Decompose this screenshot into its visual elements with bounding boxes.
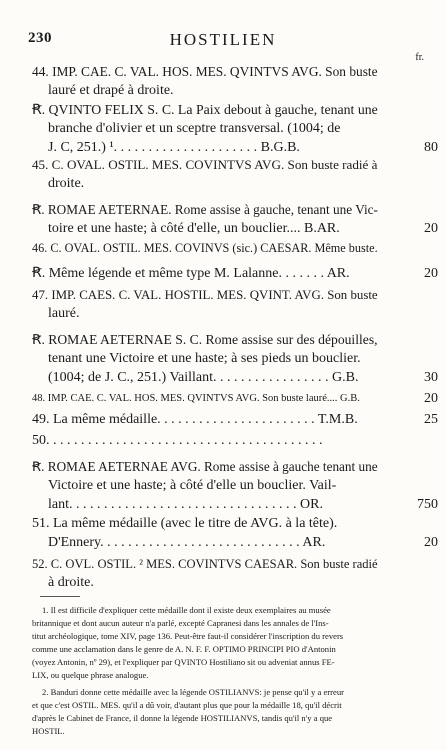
entry-line: toire et une haste; à côté d'elle, un bouclier.... B.AR. (48, 221, 340, 236)
footnote-line: 2. Banduri donne cette médaille avec la légende OSTILIANVS: je pense qu'il y a erreur (42, 687, 344, 697)
entry-line: J. C, 251.) ¹. . . . . . . . . . . . . . . . . . . . . B.G.B. (48, 140, 300, 155)
entry-line: Ꞧ. ROMAE AETERNAE AVG. Rome assise à gauche tenant une (32, 459, 378, 474)
price-value: 25 (424, 412, 438, 427)
entry-line: Ꞧ. ROMAE AETERNAE S. C. Rome assise sur des dépouilles, (32, 332, 378, 347)
entry-line: 46. C. OVAL. OSTIL. MES. COVINVS (sic.) CAESAR. Même buste. (32, 241, 378, 255)
footnote-line: LIX, ou quelque phrase analogue. (32, 670, 149, 680)
footnote-line: comme une acclamation dans le genre de A. N. F. F. OPTIMO PRINCIPI PIO d'Antonin (32, 644, 336, 654)
entry-line: branche d'olivier et un sceptre transversal. (1004; de (48, 121, 341, 136)
entry-line: 47. IMP. CAES. C. VAL. HOSTIL. MES. QVINT. AVG. Son buste (32, 288, 378, 302)
footnote-line: HOSTIL. (32, 726, 65, 736)
entry-line: (1004; de J. C., 251.) Vaillant. . . . . . . . . . . . . . . . . G.B. (48, 370, 359, 385)
entry-line: 48. IMP. CAE. C. VAL. HOS. MES. QVINTVS AVG. Son buste lauré.... G.B. (32, 393, 360, 404)
entry-line: droite. (48, 176, 85, 191)
entry-line: 45. C. OVAL. OSTIL. MES. COVINTVS AVG. Son buste radié à (32, 157, 378, 172)
footnote-line: britannique et dont aucun auteur n'a parlé, excepté Capranesi dans les annales de l'Ins- (32, 618, 329, 628)
footnote-line: d'après le Cabinet de France, il donne la légende HOSTILIANVS, tandis qu'il n'y a que (32, 713, 333, 723)
footnote-line: (voyez Antonin, nº 29), et l'expliquer par QVINTO Hostiliano sit ou adveniat annus FE- (32, 657, 335, 667)
entry-line: à droite. (48, 575, 94, 590)
entry-line: lant. . . . . . . . . . . . . . . . . . . . . . . . . . . . . . . . . OR. (48, 497, 323, 512)
entry-line: 51. La même médaille (avec le titre de AVG. à la tête). (32, 516, 338, 531)
entry-line: D'Ennery. . . . . . . . . . . . . . . . . . . . . . . . . . . . . AR. (48, 535, 326, 550)
page-title: HOSTILIEN (169, 30, 277, 49)
price-value: 20 (424, 221, 438, 236)
price-column-label: fr. (415, 52, 424, 63)
entry-line: Victoire et une haste; à côté d'elle un bouclier. Vail- (48, 478, 337, 493)
price-value: 20 (424, 266, 438, 281)
entry-line: 50. . . . . . . . . . . . . . . . . . . . . . . . . . . . . . . . . . . . . . . . (32, 433, 323, 448)
entry-line: tenant une Victoire et une haste; à ses pieds un bouclier. (48, 351, 361, 366)
price-value: 20 (424, 391, 438, 406)
entry-line: 44. IMP. CAE. C. VAL. HOS. MES. QVINTVS AVG. Son buste (32, 64, 378, 79)
price-value: 20 (424, 535, 438, 550)
entry-line: Ꞧ. Même légende et même type M. Lalanne. . . . . . . AR. (32, 266, 350, 281)
price-value: 80 (424, 140, 438, 155)
footnote-line: 1. Il est difficile d'expliquer cette médaille dont il existe deux exemplaires au musée (42, 605, 331, 615)
footnote-line: et que c'est OSTIL. MES. qu'il a dû voir, d'autant plus que pour la médaille 18, qu'il décrit (32, 700, 342, 710)
entry-line: Ꞧ. ROMAE AETERNAE. Rome assise à gauche, tenant une Vic- (32, 202, 378, 217)
footnote-line: titut archéologique, tome XIV, page 136. Peut-être faut-il considérer l'inscription du revers (32, 631, 344, 641)
entry-line: lauré et drapé à droite. (48, 83, 174, 98)
price-value: 750 (417, 497, 438, 512)
page-number: 230 (28, 30, 52, 46)
footnote-divider (40, 596, 80, 597)
entry-line: lauré. (48, 306, 80, 321)
entry-line: 49. La même médaille. . . . . . . . . . . . . . . . . . . . . . . T.M.B. (32, 412, 358, 427)
entry-line: 52. C. OVL. OSTIL. ² MES. COVINTVS CAESAR. Son buste radié (32, 557, 378, 571)
entry-line: Ꞧ. QVINTO FELIX S. C. La Paix debout à gauche, tenant une (32, 102, 378, 117)
price-value: 30 (424, 370, 438, 385)
